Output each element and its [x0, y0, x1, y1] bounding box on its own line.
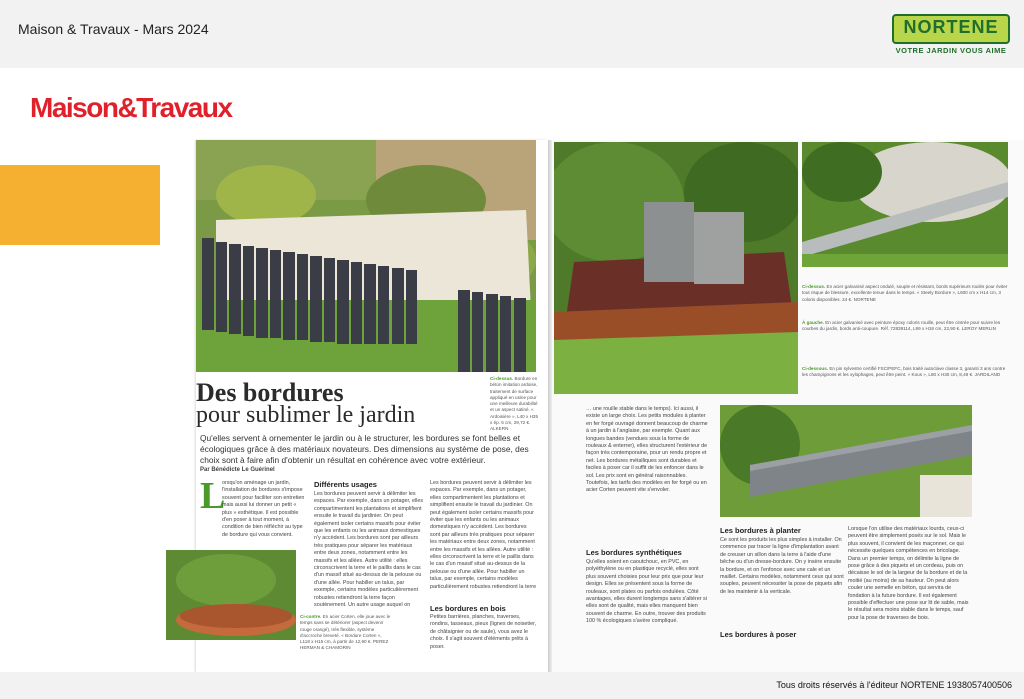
watering-can-illustration — [554, 142, 798, 394]
article-byline: Par Bénédicte Le Guérinel — [200, 467, 275, 473]
footer-bar — [0, 672, 1024, 699]
corten-illustration — [166, 550, 296, 640]
section-text-usages: Les bordures peuvent servir à délimiter les espaces. Par exemple, dans un potager, elles compartimentent les plantations et simplifient ensuite le travail du jardinier. On peut également isoler certains massifs pour éviter que les enfants ou les animaux domestiques n'y accèdent. Les bordures sont par ailleurs très pratiques pour séparer les matériaux entre deux zones, notamment entre les massifs et les allées. Autre utilité : elles circonscrivent la terre et le paillis dans le cas d'un massif situé au-dessus de la pelouse ou d'une allée. Pour habiller un talus, par exemple, certains modèles particulièrement robustes retiendront la terre façon soutènement. Un autre usage auquel on — [314, 491, 424, 609]
steel-illustration — [802, 142, 1008, 267]
section-title-usages: Différents usages — [314, 480, 377, 489]
logo-tagline: VOTRE JARDIN VOUS AIME — [895, 46, 1007, 55]
corten-border-photo — [166, 550, 296, 640]
section-text-wood: Petites barrières, planches, traverses, rondins, tasseaux, pieux (lignes de noisetier, de châtaignier ou de saule), vous avez le choix. Il s'agit souvent d'éléments prêts à poser. — [430, 614, 537, 650]
caption-wood: Ci-dessous. En pin sylvestre certifié FSC/PEFC, bois traité autoclave classe 3, garanti 3 ans contre les champignons et les xylophages, peut être peint. « Kous », L80 x H30 cm, 8,49 €. JARDILAND — [802, 366, 1006, 378]
section-text-planter: Ce sont les produits les plus simples à installer. On commence par tracer la ligne d'implantation avant de creuser un sillon dans la terre à l'aide d'une bêche ou d'un dresse-bordure. On y insère ensuite la bordure, et on l'enfonce avec une cale et un maillet. Certains modèles, notamment ceux qui sont souples, peuvent nécessiter la pose de piquets afin de les maintenir à la verticale. — [720, 537, 844, 595]
section-text-laying: Lorsque l'on utilise des matériaux lourds, ceux-ci peuvent être simplement posés sur le sol. Mais le plus souvent, il convient de les maçonner, ce qui nécessite quelques compétences en bricolage. Dans un premier temps, on délimite la ligne de pose grâce à des piquets et un cordeau, puis on décaisse le sol de la largeur de la bordure et de la moitié (au moins) de sa hauteur. On peut alors couler une semelle en béton, qui servira de fondation à la future bordure. Il est également possible d'effectuer une pose sur lit de sable, mais le résultat sera moins stable dans le temps, sauf pour la pose de traverses de bois. — [848, 526, 969, 621]
magazine-brand: Maison&Travaux — [30, 92, 232, 123]
nortene-logo[interactable] — [892, 14, 1010, 56]
caption-rust: À gauche. En acier galvanisé avec peinture époxy coloris rouille, peut être cintrée pour suivre les courbes du jardin, bords anti-coupure. Réf. 72839114, L99 x H18 cm, 22,90 €. LEROY MERLIN — [802, 320, 1001, 332]
slate-border-illustration — [196, 140, 536, 372]
section-title-wood: Les bordures en bois — [430, 604, 506, 613]
metal-text: … une rouille stable dans le temps). Ici aussi, il existe un large choix. Les petits modules à planter en fer forgé ouvragé donnent beaucoup de charme à un jardin à l'anglaise, par exemple. Quant aux longues bandes (vendues sous la forme de rouleaux & enterrer), elles structurent l'extérieur de façon très contemporaine, pour un rendu propre et net. Les bordures métalliques sont durables et faciles à poser car il suffit de les enfoncer dans le sol. Les prix sont en général raisonnables. Toutefois, les tarifs des modèles en fer forgé ou en acier Corten peuvent vite s'envoler. — [586, 406, 708, 494]
article-title-line2: pour sublimer le jardin — [196, 402, 416, 428]
section-title-laying: Les bordures à poser — [720, 630, 797, 639]
publication-date: Maison & Travaux - Mars 2024 — [18, 21, 209, 37]
left-page — [196, 140, 548, 672]
rust-border-photo — [554, 142, 798, 394]
article-lead: Qu'elles servent à ornementer le jardin ou à le structurer, les bordures se font belles et écologiques grâce à des matériaux novateurs. Des dimensions au système de pose, des choix sont à faire afin d'obtenir un résultat en cohérence avec votre extérieur. — [200, 433, 529, 465]
right-page — [552, 140, 1024, 672]
accent-block — [0, 165, 160, 245]
intro-text: orsqu'on aménage un jardin, l'installation de bordures s'impose souvent pour faciliter son entretien mais aussi lui donner un petit « plus » esthétique. Il est possible d'en poser à tout moment, à condition de bien réfléchir au type de bordure qui vous convient. — [222, 480, 305, 538]
header-bar — [0, 0, 1024, 68]
steel-border-photo — [802, 142, 1008, 267]
section-title-synthetic: Les bordures synthétiques — [586, 548, 682, 557]
slate-border-photo — [196, 140, 536, 372]
article-title-line1: Des bordures — [196, 378, 344, 407]
section-text-synthetic: Qu'elles soient en caoutchouc, en PVC, en polyéthylène ou en plastique recyclé, elles sont plus souvent choisies pour leur prix que pour leur design. Elles se présentent sous la forme de rouleaux, sont plates ou parfois ondulées. Côté avantages, elles durent longtemps sans s'altérer si elles sont de qualité, mais elles manquent bien souvent de charme. En outre, trouver des produits 100 % écologiques s'avère compliqué. — [586, 559, 707, 625]
section-title-planter: Les bordures à planter — [720, 526, 801, 535]
logo-wordmark: NORTENE — [903, 17, 999, 37]
caption-slate: Ci-dessus. Bordure en béton imitation ardoise, traitement de surface appliqué en usine pour une meilleure durabilité et un aspect satiné. « Ardoisière », L40 x H35 x ép. 5 cm, 29,72 €. ALKERN — [490, 376, 539, 432]
dropcap: L — [200, 475, 226, 517]
grey-wood-border-photo — [720, 405, 972, 517]
section-text-usages-cont: Les bordures peuvent servir à délimiter les espaces. Par exemple, dans un potager, elles compartimentent les plantations et simplifient ensuite le travail du jardinier. On peut également isoler certains massifs pour éviter que les enfants ou les animaux domestiques n'y accèdent. Les bordures sont par ailleurs très pratiques pour séparer les matériaux entre deux zones, notamment entre les massifs et les allées. Autre utilité : elles circonscrivent la terre et le paillis dans le cas d'un massif situé au-dessus de la pelouse ou d'une allée. Pour habiller un talus, par exemple, certains modèles particulièrement robustes retiendront la terre — [430, 480, 537, 590]
copyright-notice: Tous droits réservés à l'éditeur NORTENE 1938057400506 — [776, 680, 1012, 690]
caption-corten: Ci-contre. En acier Corten, elle joue avec le temps sans se détériorer (aspect devenir rouge orangé), très flexible, système d'accroche breveté. « Bordure Corten », L118 x H15 cm, à partir de 12,90 €. PEREZ HERMAN & CHAMORIN — [300, 614, 391, 651]
grey-wood-illustration — [720, 405, 972, 517]
caption-steel: Ci-dessus. En acier galvanisé aspect ondulé, souple et résistant, bords supérieurs roulés pour éviter tout risque de blessure, excellente tenue dans le temps. « Steely Bordure », L600 cm x H14 cm, 3 coloris disponibles. 24 €. NORTENE — [802, 284, 1008, 302]
